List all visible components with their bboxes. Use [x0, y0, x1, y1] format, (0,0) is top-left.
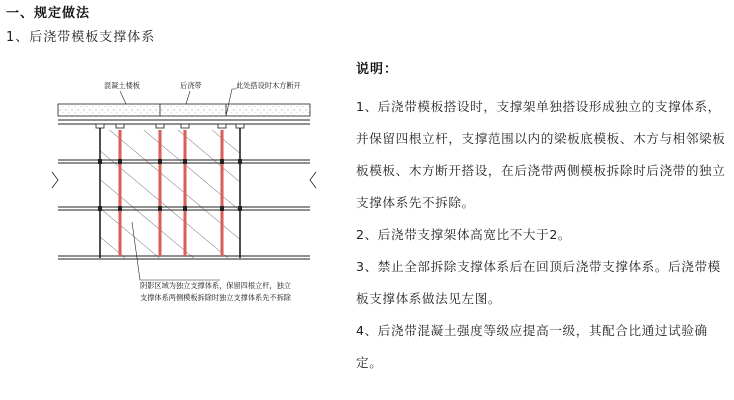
notes-panel — [356, 58, 728, 379]
leader-band — [186, 91, 190, 104]
note-paragraph-4: 4、后浇带混凝土强度等级应提高一级，其配合比通过试验确定。 — [356, 323, 708, 370]
sub-title: 1、后浇带模板支撑体系 — [6, 30, 156, 45]
post-pour-band-formwork-diagram — [40, 72, 330, 322]
note-paragraph-2: 2、后浇带支撑架体高宽比不大于2。 — [356, 227, 572, 242]
break-mark-left — [52, 172, 58, 188]
pole-top-brackets — [96, 124, 244, 128]
concrete-slab — [58, 104, 310, 116]
break-mark-right — [310, 172, 316, 188]
notes-title: 说明： — [356, 62, 399, 77]
note-line-1: 阴影区域为独立支撑体系，保留四根立杆，独立 — [140, 281, 291, 290]
note-paragraph-3: 3、禁止全部拆除支撑体系后在回顶后浇带支撑体系。后浇带模板支撑体系做法见左图。 — [356, 259, 721, 306]
label-post-pour-band: 后浇带 — [180, 81, 202, 90]
label-timber-cut: 此处搭设时木方断开 — [236, 81, 301, 90]
section-title: 一、规定做法 — [6, 6, 91, 21]
leader-slab — [120, 91, 126, 104]
note-paragraph-1: 1、后浇带模板搭设时，支撑架单独搭设形成独立的支撑体系，并保留四根立杆，支撑范围以内的梁板底模板、木方与相邻梁板板模板、木方断开搭设，在后浇带两侧模板拆除时后浇带的独立支撑体系先不拆除。 — [356, 99, 726, 210]
note-line-2: 支撑体系两侧模板拆除时独立支撑体系先不拆除 — [140, 293, 291, 302]
label-concrete-slab: 混凝土楼板 — [104, 81, 140, 90]
